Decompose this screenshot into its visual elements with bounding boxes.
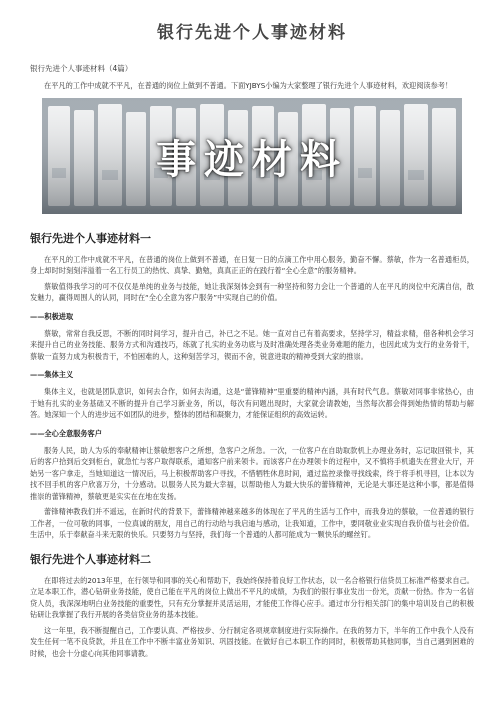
document-subtitle: 银行先进个人事迹材料（4篇） bbox=[30, 64, 133, 73]
section-2-title: 银行先进个人事迹材料二 bbox=[30, 552, 151, 566]
subsection-paragraph: 集体主义，也就是团队意识，如何去合作，如何去沟通，这是“蕾锋精神”里重要的精神内涵，具有时代气息。蔡敏对同事非常热心，由于她有扎实的业务基础又不断的提升自己学习新业务，所以，每次有问题出现时，大家就会请教她，当然每次都会得到她热情的帮助与解答。她深知一个人的进步远不如团队的进步，整体的团结和凝聚力，才能保证组织的高效运转。 bbox=[30, 387, 474, 419]
banner-image bbox=[42, 98, 462, 214]
section-2-paragraph: 在即将过去的2013年里，在行领导和同事的关心和帮助下，我始终保持着良好工作状态，以一名合格银行信贷员工标准严格要求自己。立足本职工作，潜心钻研业务技能，使自己能在平凡的岗位上做出不平凡的成绩，为我们的银行事业发出一份光，贡献一份热。作为一名信贷人员，我深深地明白业务技能的重要性，只有充分掌握并灵活运用，才能使工作得心应手。通过市分行相关部门的集中培训及自己的积极钻研让我掌握了我行开展的各类信贷业务的基本技能。 bbox=[30, 575, 474, 619]
intro-paragraph: 在平凡的工作中成就不平凡，在普通的岗位上做到不普通。下面YJBYS小编为大家整理了银行先进个人事迹材料，欢迎阅读参考！ bbox=[44, 81, 453, 90]
section-1-paragraph: 在平凡的工作中成就不平凡，在普通的岗位上做到不普通，在日复一日的点滴工作中用心服务，勤奋不懈。蔡敏，作为一名普通柜员，身上却时时刻刻洋溢着一名工行员工的热忱、真挚、勤勉，真真正正的在践行着“全心全意”的服务精神。 bbox=[30, 254, 474, 275]
section-2-paragraph: 这一年里，我不断提醒自己，工作要认真、严格按步、分行制定各项规章制度进行实际操作。在我的努力下，半年的工作中我个人没有发生任何一笔不良贷款，并且在工作中不断丰富业务知识、巩固技能。在做好自己本职工作的同时，积极帮助其他同事，当自己遇到困难的时候，也会十分虚心向其他同事请教。 bbox=[30, 625, 474, 658]
subheading-customer-service: ——全心全意服务客户 bbox=[30, 428, 102, 438]
subsection-paragraph: 蕾锋精神教我们并不遥远，在新时代的背景下，蕾锋精神越来越多的体现在了平凡的生活与工作中，而我身边的蔡敏，一位普通的银行工作者，一位可敬的同事，一位真诚的朋友，用自己的行动给与我启迪与感动，让我知道，工作中，要同敬业业实现自我价值与社会价值。生活中，乐于奉献奋斗来无限的快乐。只要努力与坚持，我们每一个普通的人都可能成为一颗快乐的螺丝钉。 bbox=[30, 507, 474, 539]
subsection-paragraph: 服务人民，助人为乐的奉献精神让蔡敏想客户之所想，急客户之所急。一次，一位客户在自助取款机上办理业务时，忘记取回银卡，其后的客户拾到后交到柜台，就急忙与客户取得联系，通知客户前来领卡。而该客户在办理领卡的过程中，又不慎将手机遗失在营业大厅，开始另一客户拿走，当她知道这一情况后，马上积极帮助客户寻找，不惜牺牲休息时间，通过监控录像寻找线索，终于将手机寻回，让本以为找不回手机的客户欣喜万分，十分感动。以服务人民为最大幸福，以帮助他人为最大快乐的蕾锋精神，无论是大事还是这种小事，都是值得推崇的蕾锋精神，蔡敏更是实实在在地在发扬。 bbox=[30, 445, 474, 501]
subheading-progress: ——积极进取 bbox=[30, 311, 74, 321]
section-1-paragraph: 蔡敏值得我学习的可不仅仅是单纯的业务与技能，她让我深刻体会到有一种坚持和努力会让一个普通的人在平凡的岗位中充满自信，散发魅力，赢得周围人的认同，同时在“全心全意为客户服务”中实现自己的价值。 bbox=[30, 281, 474, 302]
subheading-collectivism: ——集体主义 bbox=[30, 370, 74, 379]
banner-caption: 事迹材料 bbox=[156, 135, 348, 183]
page-title: 银行先进个人事迹材料 bbox=[157, 23, 347, 43]
subsection-paragraph: 蔡敏，常常自我反思，不断的同时间学习，提升自己，补已之不足。她一直对自己有着高要求，坚持学习，精益求精，借各种机会学习来提升自己的业务技能、服务方式和沟通技巧，练就了扎实的业务功底与及时准确处理各类业务难题的能力，也因此成为支行的业务骨干，蔡敏一直努力成为积极肯干，不怕困难的人，这种刻苦学习，锲而不舍，锐意进取的精神受到大家的推崇。 bbox=[30, 328, 474, 361]
section-1-title: 银行先进个人事迹材料一 bbox=[30, 231, 151, 245]
